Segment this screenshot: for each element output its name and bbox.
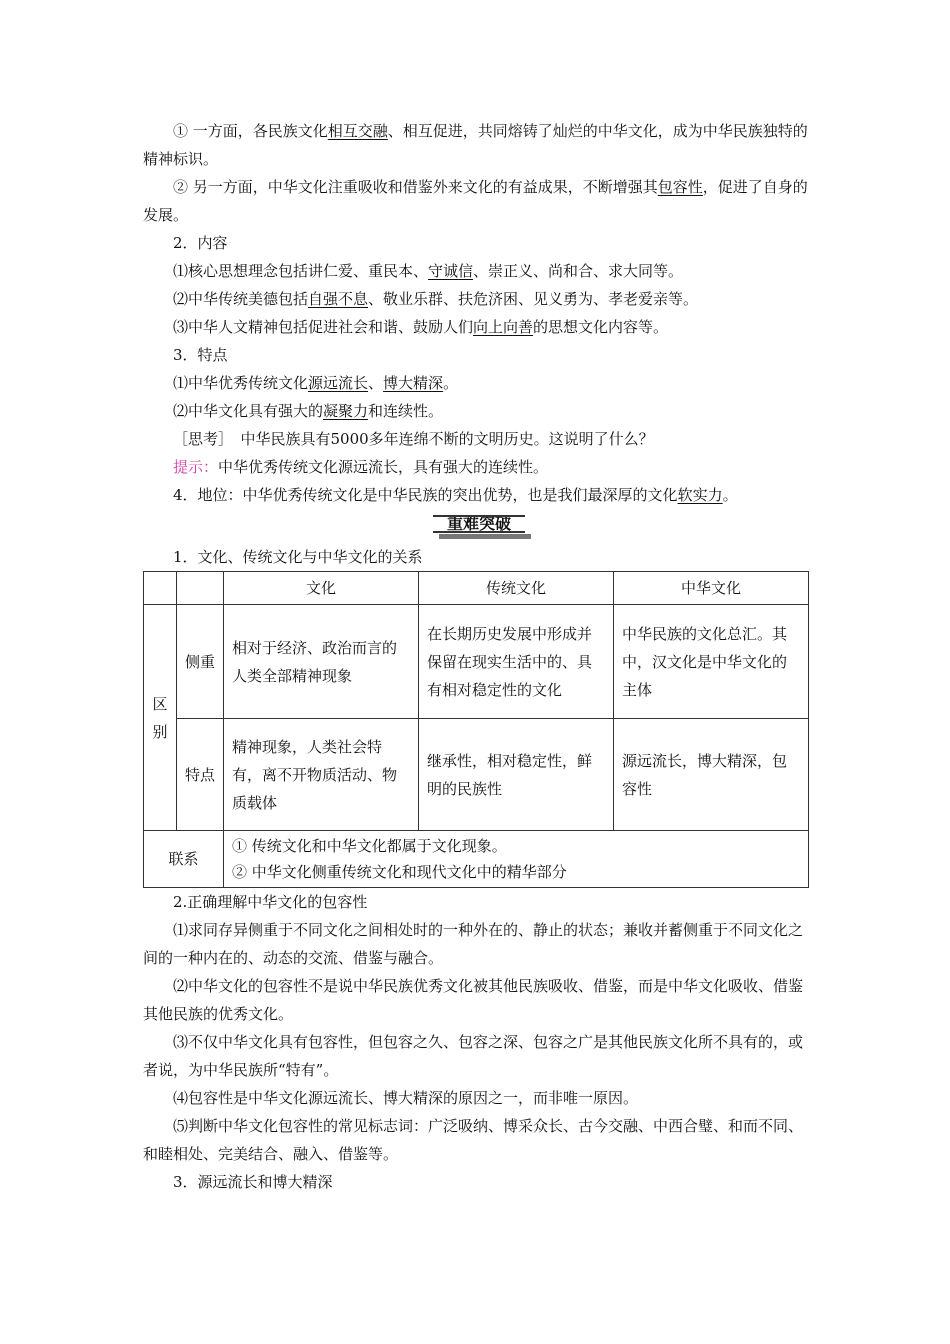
link-line-1: ① 传统文化和中华文化都属于文化现象。 (232, 837, 507, 855)
underlined-term: 守诚信 (428, 262, 474, 280)
feature-item-2: ⑵中华文化具有强大的凝聚力和连续性。 (173, 402, 444, 420)
link-line-2: ② 中华文化侧重传统文化和现代文化中的精华部分 (232, 863, 567, 881)
underlined-term: 自强不息 (308, 290, 369, 308)
inclusiveness-item-4: ⑷包容性是中华文化源远流长、博大精深的原因之一，而非唯一原因。 (173, 1089, 639, 1107)
think-question: ［思考］ 中华民族具有5000多年连绵不断的文明历史。这说明了什么？ (173, 430, 654, 448)
inclusiveness-title: 2.正确理解中华文化的包容性 (173, 893, 368, 911)
table-corner (177, 572, 224, 605)
table-cell: 精神现象，人类社会特有，离不开物质活动、物质载体 (224, 719, 419, 831)
table-header-row (144, 572, 809, 605)
hint-label: 提示： (173, 458, 219, 476)
heading-feature: 3．特点 (173, 346, 228, 364)
inclusiveness-item-1: ⑴求同存异侧重于不同文化之间相处时的一种外在的、静止的状态；兼收并蓄侧重于不同文化之间的一种内在的、动态的交流、借鉴与融合。 (143, 921, 804, 967)
relation-table (143, 571, 809, 888)
table-row (144, 831, 809, 888)
underlined-term: 相互交融 (327, 122, 388, 140)
heading-content: 2．内容 (173, 234, 228, 252)
content-item-3: ⑶中华人文精神包括促进社会和谐、鼓励人们向上向善的思想文化内容等。 (173, 318, 669, 336)
section-title-3: 3．源远流长和博大精深 (173, 1173, 333, 1191)
content-item-2: ⑵中华传统美德包括自强不息、敬业乐群、扶危济困、见义勇为、孝老爱亲等。 (173, 290, 699, 308)
header-traditional-culture: 传统文化 (419, 572, 614, 605)
banner-title: 重难突破 (433, 511, 525, 537)
table-cell: 继承性，相对稳定性，鲜明的民族性 (419, 719, 614, 831)
header-culture: 文化 (224, 572, 419, 605)
header-chinese-culture: 中华文化 (614, 572, 809, 605)
section-banner (143, 511, 815, 541)
underlined-term: 软实力 (677, 486, 723, 504)
underlined-term: 源远流长 (308, 374, 369, 392)
table-cell: 在长期历史发展中形成并保留在现实生活中的、具有相对稳定性的文化 (419, 605, 614, 719)
hint-answer: 提示：中华优秀传统文化源远流长，具有强大的连续性。 (173, 458, 549, 476)
link-label: 联系 (144, 831, 224, 888)
table-corner (144, 572, 177, 605)
underlined-term: 向上向善 (473, 318, 534, 336)
link-cell (224, 831, 809, 888)
document-body (143, 117, 815, 1196)
row-label: 侧重 (177, 605, 224, 719)
row-label: 特点 (177, 719, 224, 831)
table-row (144, 719, 809, 831)
feature-item-1: ⑴中华优秀传统文化源远流长、博大精深。 (173, 374, 459, 392)
table-cell: 相对于经济、政治而言的人类全部精神现象 (224, 605, 419, 719)
relation-title: 1．文化、传统文化与中华文化的关系 (173, 548, 423, 566)
inclusiveness-item-2: ⑵中华文化的包容性不是说中华民族优秀文化被其他民族吸收、借鉴，而是中华文化吸收、借鉴其他民族的优秀文化。 (143, 977, 804, 1023)
underlined-term: 博大精深 (383, 374, 444, 392)
underlined-term: 包容性 (657, 178, 703, 196)
content-item-1: ⑴核心思想理念包括讲仁爱、重民本、守诚信、崇正义、尚和合、求大同等。 (173, 262, 684, 280)
table-row (144, 605, 809, 719)
paragraph-other-hand: ② 另一方面，中华文化注重吸收和借鉴外来文化的有益成果，不断增强其包容性，促进了自身的发展。 (143, 178, 808, 224)
group-label: 区别 (144, 605, 177, 831)
paragraph-one-hand: ① 一方面，各民族文化相互交融、相互促进，共同熔铸了灿烂的中华文化，成为中华民族独特的精神标识。 (143, 122, 808, 168)
status-paragraph: 4．地位：中华优秀传统文化是中华民族的突出优势，也是我们最深厚的文化软实力。 (173, 486, 738, 504)
table-cell: 中华民族的文化总汇。其中，汉文化是中华文化的主体 (614, 605, 809, 719)
inclusiveness-item-5: ⑸判断中华文化包容性的常见标志词：广泛吸纳、博采众长、古今交融、中西合璧、和而不同、和睦相处、完美结合、融入、借鉴等。 (143, 1117, 804, 1163)
table-cell: 源远流长，博大精深，包容性 (614, 719, 809, 831)
inclusiveness-item-3: ⑶不仅中华文化具有包容性，但包容之久、包容之深、包容之广是其他民族文化所不具有的，或者说，为中华民族所“特有”。 (143, 1033, 804, 1079)
underlined-term: 凝聚力 (323, 402, 369, 420)
